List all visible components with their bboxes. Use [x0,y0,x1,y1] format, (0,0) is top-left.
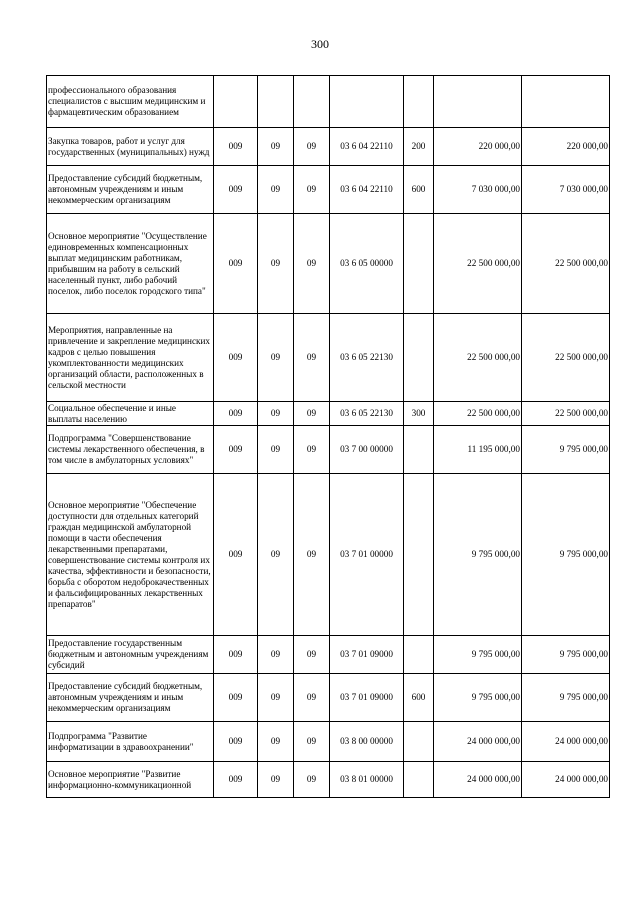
row-name-cell: Предоставление субсидий бюджетным, автономным учреждениям и иным некоммерческим организациям [47,166,214,214]
section-code-cell: 09 [258,402,294,426]
expense-type-cell: 600 [404,674,434,722]
target-article-cell: 03 6 05 00000 [330,214,404,314]
amount-year1-cell: 220 000,00 [434,128,522,166]
ministry-code-cell: 009 [214,314,258,402]
table-row [47,426,610,474]
amount-year2-cell: 9 795 000,00 [522,674,610,722]
target-article-cell [330,76,404,128]
subsection-code-cell: 09 [294,426,330,474]
expense-type-cell: 200 [404,128,434,166]
amount-year1-cell: 24 000 000,00 [434,722,522,762]
row-name-cell: профессионального образования специалистов с высшим медицинским и фармацевтическим образованием [47,76,214,128]
table-row [47,674,610,722]
amount-year2-cell: 24 000 000,00 [522,762,610,798]
row-name-cell: Основное мероприятие "Осуществление единовременных компенсационных выплат медицинским работникам, прибывшим на работу в сельский населенный пункт, либо рабочий поселок, либо поселок городского типа" [47,214,214,314]
subsection-code-cell [294,76,330,128]
subsection-code-cell: 09 [294,128,330,166]
amount-year2-cell: 9 795 000,00 [522,474,610,636]
section-code-cell [258,76,294,128]
ministry-code-cell: 009 [214,722,258,762]
table-row [47,314,610,402]
expense-type-cell: 300 [404,402,434,426]
expense-type-cell [404,722,434,762]
amount-year1-cell: 22 500 000,00 [434,314,522,402]
subsection-code-cell: 09 [294,722,330,762]
subsection-code-cell: 09 [294,474,330,636]
ministry-code-cell: 009 [214,426,258,474]
amount-year1-cell: 9 795 000,00 [434,636,522,674]
target-article-cell: 03 6 04 22110 [330,128,404,166]
amount-year2-cell [522,76,610,128]
ministry-code-cell: 009 [214,166,258,214]
section-code-cell: 09 [258,214,294,314]
expense-type-cell [404,76,434,128]
expense-type-cell [404,214,434,314]
expense-type-cell [404,474,434,636]
section-code-cell: 09 [258,722,294,762]
ministry-code-cell: 009 [214,674,258,722]
table-row [47,722,610,762]
section-code-cell: 09 [258,314,294,402]
page-number: 300 [311,37,329,51]
amount-year2-cell: 22 500 000,00 [522,314,610,402]
amount-year1-cell: 9 795 000,00 [434,674,522,722]
section-code-cell: 09 [258,128,294,166]
section-code-cell: 09 [258,636,294,674]
section-code-cell: 09 [258,762,294,798]
amount-year1-cell: 24 000 000,00 [434,762,522,798]
target-article-cell: 03 7 01 09000 [330,674,404,722]
amount-year2-cell: 7 030 000,00 [522,166,610,214]
subsection-code-cell: 09 [294,402,330,426]
expense-type-cell [404,636,434,674]
target-article-cell: 03 7 01 00000 [330,474,404,636]
row-name-cell: Подпрограмма "Совершенствование системы лекарственного обеспечения, в том числе в амбулаторных условиях" [47,426,214,474]
row-name-cell: Закупка товаров, работ и услуг для государственных (муниципальных) нужд [47,128,214,166]
expense-type-cell [404,762,434,798]
expense-type-cell [404,426,434,474]
ministry-code-cell: 009 [214,474,258,636]
expense-type-cell [404,314,434,402]
table-row [47,128,610,166]
budget-table [46,75,610,798]
table-row [47,214,610,314]
amount-year2-cell: 24 000 000,00 [522,722,610,762]
target-article-cell: 03 8 01 00000 [330,762,404,798]
ministry-code-cell: 009 [214,636,258,674]
row-name-cell: Предоставление субсидий бюджетным, автономным учреждениям и иным некоммерческим организациям [47,674,214,722]
target-article-cell: 03 6 04 22110 [330,166,404,214]
target-article-cell: 03 6 05 22130 [330,314,404,402]
table-row [47,76,610,128]
row-name-cell: Социальное обеспечение и иные выплаты населению [47,402,214,426]
subsection-code-cell: 09 [294,214,330,314]
table-row [47,636,610,674]
subsection-code-cell: 09 [294,166,330,214]
amount-year2-cell: 22 500 000,00 [522,402,610,426]
amount-year1-cell: 7 030 000,00 [434,166,522,214]
subsection-code-cell: 09 [294,762,330,798]
subsection-code-cell: 09 [294,636,330,674]
amount-year1-cell [434,76,522,128]
ministry-code-cell: 009 [214,402,258,426]
subsection-code-cell: 09 [294,674,330,722]
section-code-cell: 09 [258,474,294,636]
ministry-code-cell: 009 [214,128,258,166]
table-row [47,762,610,798]
target-article-cell: 03 7 01 09000 [330,636,404,674]
row-name-cell: Основное мероприятие "Обеспечение доступности для отдельных категорий граждан медицинской амбулаторной помощи в части обеспечения лекарственными препаратами, совершенствование системы контроля их качества, эффективности и безопасности, борьба с оборотом недоброкачественных и фальсифицированных лекарственных препаратов" [47,474,214,636]
amount-year1-cell: 22 500 000,00 [434,402,522,426]
ministry-code-cell [214,76,258,128]
ministry-code-cell: 009 [214,214,258,314]
target-article-cell: 03 7 00 00000 [330,426,404,474]
amount-year1-cell: 9 795 000,00 [434,474,522,636]
target-article-cell: 03 6 05 22130 [330,402,404,426]
subsection-code-cell: 09 [294,314,330,402]
row-name-cell: Мероприятия, направленные на привлечение и закрепление медицинских кадров с целью повышения укомплектованности медицинских организаций области, расположенных в сельской местности [47,314,214,402]
amount-year1-cell: 11 195 000,00 [434,426,522,474]
table-row [47,166,610,214]
table-row [47,402,610,426]
amount-year2-cell: 220 000,00 [522,128,610,166]
target-article-cell: 03 8 00 00000 [330,722,404,762]
amount-year1-cell: 22 500 000,00 [434,214,522,314]
row-name-cell: Основное мероприятие "Развитие информационно-коммуникационной [47,762,214,798]
section-code-cell: 09 [258,426,294,474]
section-code-cell: 09 [258,166,294,214]
expense-type-cell: 600 [404,166,434,214]
row-name-cell: Предоставление государственным бюджетным и автономным учреждениям субсидий [47,636,214,674]
section-code-cell: 09 [258,674,294,722]
amount-year2-cell: 22 500 000,00 [522,214,610,314]
amount-year2-cell: 9 795 000,00 [522,636,610,674]
row-name-cell: Подпрограмма "Развитие информатизации в здравоохранении" [47,722,214,762]
ministry-code-cell: 009 [214,762,258,798]
amount-year2-cell: 9 795 000,00 [522,426,610,474]
table-row [47,474,610,636]
